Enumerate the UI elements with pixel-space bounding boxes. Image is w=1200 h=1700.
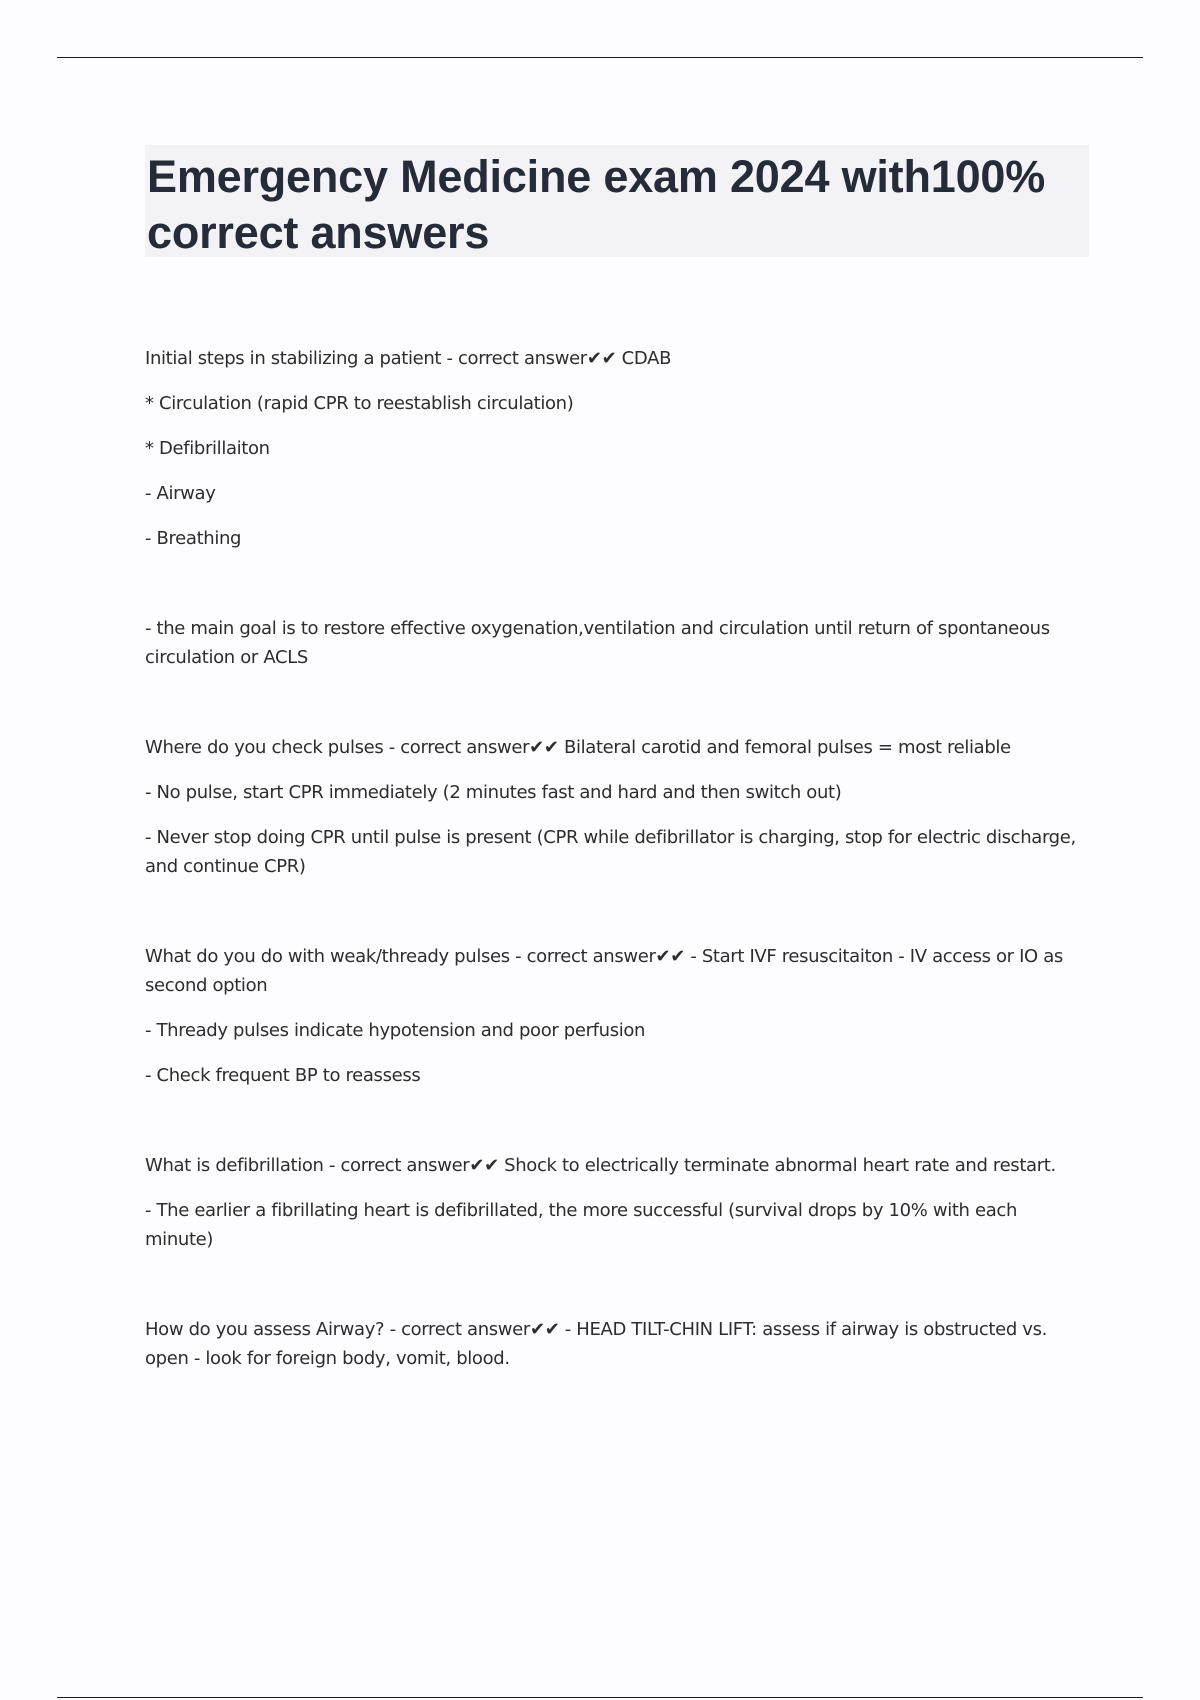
- qa-line: What do you do with weak/thready pulses - correct answer✔✔ - Start IVF resuscitaiton - IV access or IO as second option: [145, 946, 1063, 996]
- document-body: [145, 344, 1089, 1389]
- qa-block-airway: [145, 1315, 1089, 1373]
- block-spacer: [145, 569, 1089, 614]
- block-spacer: [145, 1270, 1089, 1315]
- qa-block-defibrillation: [145, 1151, 1089, 1254]
- qa-line: How do you assess Airway? - correct answer✔✔ - HEAD TILT-CHIN LIFT: assess if airway is obstructed vs. open - look for foreign body, vomit, blood.: [145, 1319, 1047, 1369]
- qa-line: - the main goal is to restore effective oxygenation,ventilation and circulation until return of spontaneous circulation or ACLS: [145, 618, 1050, 668]
- qa-block-weak-pulses: [145, 942, 1089, 1090]
- block-spacer: [145, 688, 1089, 733]
- qa-block-main-goal: [145, 614, 1089, 672]
- header-rule: [57, 57, 1143, 58]
- qa-line: - The earlier a fibrillating heart is defibrillated, the more successful (survival drops by 10% with each minute): [145, 1200, 1017, 1250]
- qa-block-pulses: [145, 733, 1089, 881]
- qa-line: - No pulse, start CPR immediately (2 minutes fast and hard and then switch out): [145, 782, 842, 803]
- document-title: Emergency Medicine exam 2024 with100% correct answers: [147, 151, 1046, 258]
- qa-line: - Breathing: [145, 528, 242, 549]
- qa-line: * Defibrillaiton: [145, 438, 270, 459]
- block-spacer: [145, 897, 1089, 942]
- qa-line: What is defibrillation - correct answer✔✔ Shock to electrically terminate abnormal heart rate and restart.: [145, 1155, 1056, 1176]
- footer-rule: [57, 1697, 1143, 1698]
- qa-line: Where do you check pulses - correct answer✔✔ Bilateral carotid and femoral pulses = most reliable: [145, 737, 1011, 758]
- qa-block-stabilizing: [145, 344, 1089, 553]
- qa-line: * Circulation (rapid CPR to reestablish circulation): [145, 393, 574, 414]
- qa-line: Initial steps in stabilizing a patient - correct answer✔✔ CDAB: [145, 348, 672, 369]
- block-spacer: [145, 1106, 1089, 1151]
- qa-line: - Check frequent BP to reassess: [145, 1065, 421, 1086]
- qa-line: - Never stop doing CPR until pulse is present (CPR while defibrillator is charging, stop for electric discharge, and continue CPR): [145, 827, 1076, 877]
- title-block: [145, 145, 1089, 257]
- qa-line: - Thready pulses indicate hypotension and poor perfusion: [145, 1020, 646, 1041]
- qa-line: - Airway: [145, 483, 216, 504]
